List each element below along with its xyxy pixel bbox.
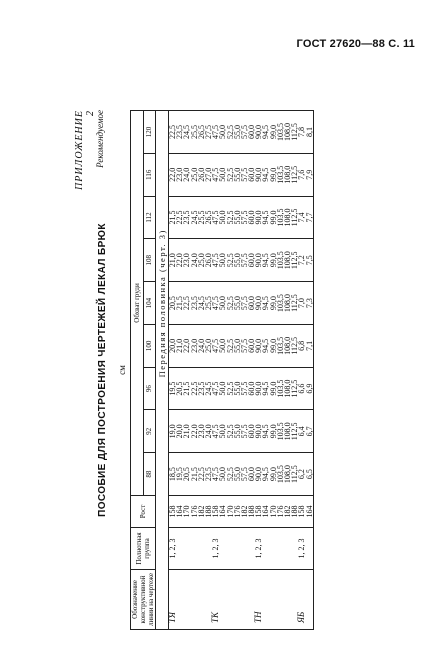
girth-column-116: 22,0 23,0 24,0 25,0 26,0 27,0 47,5 50,0 52,5 55,0 57,5 60,0 90,0 94,5 99,0 103,5 108,0 112,5 7,6 7,9: [169, 153, 314, 196]
appendix-label: ПРИЛОЖЕНИЕ 2: [74, 110, 96, 190]
rotated-page-content: [75, 110, 425, 630]
girth-column-92: 19,0 20,0 21,0 22,0 23,0 24,0 47,5 50,0 52,5 55,0 57,5 60,0 90,0 94,5 99,0 103,5 108,0 112,5 6,4 6,7: [169, 410, 314, 453]
girth-column-96: 19,5 20,5 21,5 22,5 23,5 24,5 47,5 50,0 52,5 55,0 57,5 60,0 90,0 94,5 99,0 103,5 108,0 112,5 6,6 6,9: [169, 367, 314, 410]
girth-column-104: 20,5 21,5 22,5 23,5 24,5 25,5 47,5 50,0 52,5 55,0 57,5 60,0 90,0 94,5 99,0 103,5 108,0 112,5 7,0 7,3: [169, 282, 314, 325]
girth-header-96: 96: [143, 367, 156, 410]
girth-header-88: 88: [143, 453, 156, 496]
girth-header-112: 112: [143, 196, 156, 239]
girth-header-100: 100: [143, 324, 156, 367]
document-title: ПОСОБИЕ ДЛЯ ПОСТРОЕНИЯ ЧЕРТЕЖЕЙ ЛЕКАЛ БРЮК: [97, 223, 108, 517]
group-column: 1, 2, 3 1, 2, 3 1, 2, 3 1, 2, 3: [169, 528, 314, 570]
appendix-note: Рекомендуемое: [95, 110, 105, 168]
girth-header-104: 104: [143, 282, 156, 325]
height-column: 158 164 170 176 182 188 158 164 170 176 182 188 158 164 170 176 182 188 158 164: [169, 496, 314, 528]
girth-column-120: 22,5 23,5 24,5 25,5 26,5 27,5 47,5 50,0 52,5 55,0 57,5 60,0 90,0 94,5 99,0 103,5 108,0 112,5 7,8 8,1: [169, 111, 314, 154]
girth-header-120: 120: [143, 111, 156, 154]
table-row: [169, 111, 314, 630]
girth-column-108: 21,0 22,0 23,0 24,0 25,0 26,0 47,5 50,0 52,5 55,0 57,5 60,0 90,0 94,5 99,0 103,5 108,0 112,5 7,2 7,5: [169, 239, 314, 282]
girth-header-92: 92: [143, 410, 156, 453]
code-column: ТЯ ТК ТН ЯБ: [169, 570, 314, 630]
table-body: [156, 111, 314, 630]
header-code: Обозначение конструктивной линии на чертеже: [131, 570, 156, 630]
header-group: Полнотная группа: [131, 528, 156, 570]
girth-header-108: 108: [143, 239, 156, 282]
header-height: Рост: [131, 496, 156, 528]
page-header: ГОСТ 27620—88 С. 11: [296, 38, 415, 50]
girth-column-88: 18,5 19,5 20,5 21,5 22,5 23,5 47,5 50,0 52,5 55,0 57,5 60,0 90,0 94,5 99,0 103,5 108,0 112,5 6,2 6,5: [169, 453, 314, 496]
pattern-table: [130, 110, 314, 630]
header-girth: Обхват груди: [131, 111, 144, 496]
section-title: Передняя половинка (черт. 3): [156, 111, 169, 496]
girth-column-100: 20,0 21,0 22,0 23,0 24,0 25,0 47,5 50,0 52,5 55,0 57,5 60,0 90,0 94,5 99,0 103,5 108,0 112,5 6,8 7,1: [169, 324, 314, 367]
girth-column-112: 21,5 22,5 23,5 24,5 25,5 26,5 47,5 50,0 52,5 55,0 57,5 60,0 90,0 94,5 99,0 103,5 108,0 112,5 7,4 7,7: [169, 196, 314, 239]
unit-label: см: [117, 365, 127, 375]
girth-header-116: 116: [143, 153, 156, 196]
